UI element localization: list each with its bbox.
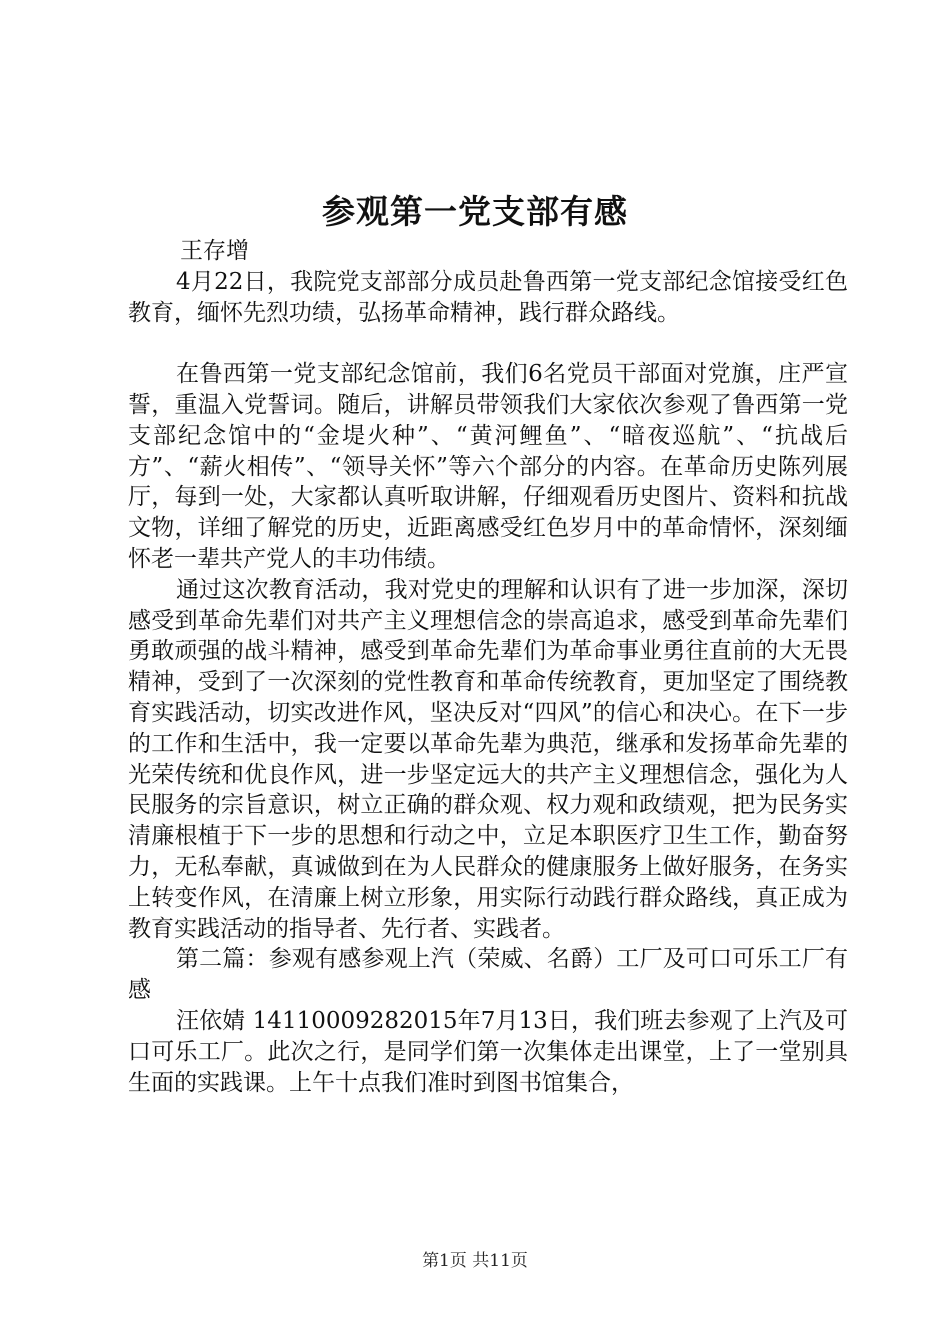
paragraph-3: 通过这次教育活动，我对党史的理解和认识有了进一步加深，深切感受到革命先辈们对共产主义理想信念的崇高追求，感受到革命先辈们勇敢顽强的战斗精神，感受到革命先辈们为革命事业勇往直前的大无畏精神，受到了一次深刻的党性教育和革命传统教育，更加坚定了围绕教育实践活动，切实改进作风，坚决反对“四风”的信心和决心。在下一步的工作和生活中，我一定要以革命先辈为典范，继承和发扬革命先辈的光荣传统和优良作风，进一步坚定远大的共产主义理想信念，强化为人民服务的宗旨意识，树立正确的群众观、权力观和政绩观，把为民务实清廉根植于下一步的思想和行动之中，立足本职医疗卫生工作，勤奋努力，无私奉献，真诚做到在为人民群众的健康服务上做好服务，在务实上转变作风，在清廉上树立形象，用实际行动践行群众路线，真正成为教育实践活动的指导者、先行者、实践者。: [128, 576, 848, 942]
section-heading: 第二篇：参观有感参观上汽（荣威、名爵）工厂及可口可乐工厂有感: [128, 946, 848, 1004]
document-title: 参观第一党支部有感: [322, 192, 628, 231]
paragraph-2: 在鲁西第一党支部纪念馆前，我们6名党员干部面对党旗，庄严宣誓，重温入党誓词。随后，讲解员带领我们大家依次参观了鲁西第一党支部纪念馆中的“金堤火种”、“黄河鲤鱼”、“暗夜巡航”、“抗战后方”、“薪火相传”、“领导关怀”等六个部分的内容。在革命历史陈列展厅，每到一处，大家都认真听取讲解，仔细观看历史图片、资料和抗战文物，详细了解党的历史，近距离感受红色岁月中的革命情怀，深刻缅怀老一辈共产党人的丰功伟绩。: [128, 361, 848, 572]
paragraph-1: 4月22日，我院党支部部分成员赴鲁西第一党支部纪念馆接受红色教育，缅怀先烈功绩，弘扬革命精神，践行群众路线。: [128, 268, 848, 326]
paragraph-4: 汪依婧 14110009282015年7月13日，我们班去参观了上汽及可口可乐工厂。此次之行，是同学们第一次集体走出课堂，上了一堂别具生面的实践课。上午十点我们准时到图书馆集合，: [128, 1007, 848, 1096]
page-footer: 第1页 共11页: [422, 1251, 528, 1271]
document-body: [128, 236, 848, 1098]
author-name: 王存增: [180, 238, 249, 264]
